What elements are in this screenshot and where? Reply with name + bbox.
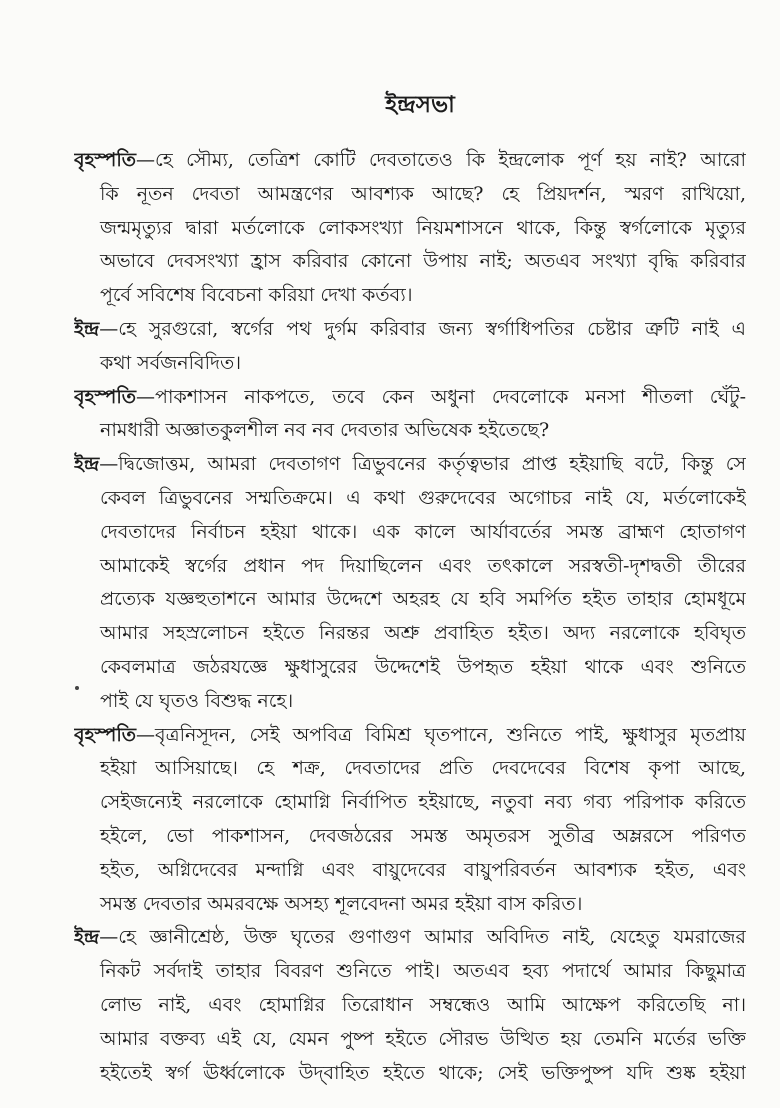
text-line — [74, 1057, 746, 1091]
text-line — [74, 516, 746, 550]
line-text: কেবল ত্রিভুবনের সম্মতিক্রমে। এ কথা গুরুদেবের অগোচর নাই যে, মর্তলোকেই — [100, 486, 746, 509]
text-line — [74, 989, 746, 1023]
text-line — [74, 921, 746, 955]
dialogue-paragraph — [74, 313, 746, 381]
line-text: হইয়া আসিয়াছে। হে শক্র, দেবতাদের প্রতি দেবদেবের বিশেষ কৃপা আছে, — [100, 757, 746, 780]
text-line — [74, 786, 746, 820]
dialogue-paragraph — [74, 448, 746, 718]
line-text: —হে সুরগুরো, স্বর্গের পথ দুর্গম করিবার জন্য স্বর্গাধিপতির চেষ্টার ত্রুটি নাই এ — [99, 317, 746, 340]
line-text: প্রত্যেক যজ্ঞহুতাশনে আমার উদ্দেশে অহরহ যে হবি সমর্পিত হইত তাহার হোমধূমে — [100, 588, 746, 611]
speaker-name: ইন্দ্র — [74, 453, 100, 476]
line-text: নিকট সর্বদাই তাহার বিবরণ শুনিতে পাই। অতএব হব্য পদার্থে আমার কিছুমাত্র — [100, 960, 746, 983]
dialogue-paragraph — [74, 921, 746, 1090]
text-line — [74, 550, 746, 584]
dialogue-paragraph — [74, 381, 746, 449]
line-text: জন্মমৃত্যুর দ্বারা মর্তলোকে লোকসংখ্যা নিয়মশাসনে থাকে, কিন্তু স্বর্গলোকে মৃত্যুর — [100, 216, 746, 239]
text-line — [74, 1023, 746, 1057]
line-text: আমার সহস্রলোচন হইতে নিরন্তর অশ্রু প্রবাহিত হইত। অদ্য নরলোকে হবিঘৃত — [100, 622, 746, 645]
speaker-name: ইন্দ্র — [74, 926, 100, 949]
line-text: দেবতাদের নির্বাচন হইয়া থাকে। এক কালে আর্যাবর্তের সমস্ত ব্রাহ্মণ হোতাগণ — [100, 520, 746, 543]
line-text: আমাকেই স্বর্গের প্রধান পদ দিয়াছিলেন এবং তৎকালে সরস্বতী-দৃশদ্বতী তীরের — [100, 554, 746, 577]
line-text: —পাকশাসন নাকপতে, তবে কেন অধুনা দেবলোকে মনসা শীতলা ঘেঁটু- — [136, 385, 746, 408]
text-line — [74, 752, 746, 786]
line-text: কথা সর্বজনবিদিত। — [100, 351, 242, 374]
line-text: হইতেই স্বর্গ ঊর্ধ্বলোকে উদ্‌বাহিত হইতে থাকে; সেই ভক্তিপুষ্প যদি শুষ্ক হইয়া — [100, 1061, 746, 1084]
text-line — [74, 854, 746, 888]
line-text: লোভ নাই, এবং হোমাগ্নির তিরোধান সম্বন্ধেও আমি আক্ষেপ করিতেছি না। — [100, 993, 746, 1016]
speaker-name: বৃহস্পতি — [74, 149, 137, 171]
line-text: হইত, অগ্নিদেবের মন্দাগ্নি এবং বায়ুদেবের বায়ুপরিবর্তন আবশ্যক হইত, এবং — [100, 858, 746, 881]
line-text: —হে সৌম্য, তেত্রিশ কোটি দেবতাতেও কি ইন্দ্রলোক পূর্ণ হয় নাই? আরো — [136, 149, 746, 171]
line-text: পূর্বে সবিশেষ বিবেচনা করিয়া দেখা কর্তব্য। — [100, 284, 413, 307]
line-text: —দ্বিজোত্তম, আমরা দেবতাগণ ত্রিভুবনের কর্তৃত্বভার প্রাপ্ত হইয়াছি বটে, কিন্তু সে — [99, 453, 746, 476]
line-text: সমস্ত দেবতার অমরবক্ষে অসহ্য শূলবেদনা অমর হইয়া বাস করিত। — [100, 892, 583, 915]
text-line — [74, 719, 746, 753]
text-line — [74, 178, 746, 212]
text-line — [74, 381, 746, 415]
text-line — [74, 482, 746, 516]
text-line — [74, 955, 746, 989]
dialogue-paragraph — [74, 144, 746, 313]
text-line — [74, 583, 746, 617]
speaker-name: ইন্দ্র — [74, 317, 100, 340]
line-text: পাই যে ঘৃতও বিশুদ্ধ নহে। — [100, 689, 294, 712]
text-line — [74, 651, 746, 685]
text-line — [74, 888, 746, 922]
text-line — [74, 448, 746, 482]
text-line — [74, 685, 746, 719]
line-text: কি নূতন দেবতা আমন্ত্রণের আবশ্যক আছে? হে প্রিয়দর্শন, স্মরণ রাখিয়ো, — [100, 182, 746, 205]
speaker-name: বৃহস্পতি — [74, 723, 137, 746]
dialogue-paragraph — [74, 719, 746, 922]
line-text: হইলে, ভো পাকশাসন, দেবজঠরের সমস্ত অমৃতরস সুতীব্র অম্লরসে পরিণত — [100, 824, 746, 847]
line-text: —হে জ্ঞানীশ্রেষ্ঠ, উক্ত ঘৃতের গুণাগুণ আমার অবিদিত নাই, যেহেতু যমরাজের — [99, 926, 746, 949]
text-line — [74, 279, 746, 313]
line-text: সেইজন্যেই নরলোকে হোমাগ্নি নির্বাপিত হইয়াছে, নতুবা নব্য গব্য পরিপাক করিতে — [100, 791, 746, 814]
line-text: কেবলমাত্র জঠরযজ্ঞে ক্ষুধাসুরের উদ্দেশেই উপহৃত হইয়া থাকে এবং শুনিতে — [100, 655, 746, 678]
text-line — [74, 212, 746, 246]
text-line — [74, 347, 746, 381]
text-line — [74, 144, 746, 178]
page-title: ইন্দ্রসভা — [385, 91, 455, 118]
dialogue-body — [74, 144, 746, 1090]
text-line — [74, 313, 746, 347]
line-text: অভাবে দেবসংখ্যা হ্রাস করিবার কোনো উপায় নাই; অতএব সংখ্যা বৃদ্ধি করিবার — [100, 250, 746, 273]
text-line — [74, 245, 746, 279]
line-text: আমার বক্তব্য এই যে, যেমন পুষ্প হইতে সৌরভ উত্থিত হয় তেমনি মর্তের ভক্তি — [100, 1027, 746, 1050]
text-line — [74, 617, 746, 651]
text-line — [74, 414, 746, 448]
speaker-name: বৃহস্পতি — [74, 385, 137, 408]
text-line — [74, 820, 746, 854]
line-text: —বৃত্রনিসূদন, সেই অপবিত্র বিমিশ্র ঘৃতপানে, শুনিতে পাই, ক্ষুধাসুর মৃতপ্রায় — [136, 723, 746, 746]
line-text: নামধারী অজ্ঞাতকুলশীল নব নব দেবতার অভিষেক হইতেছে? — [100, 419, 550, 442]
